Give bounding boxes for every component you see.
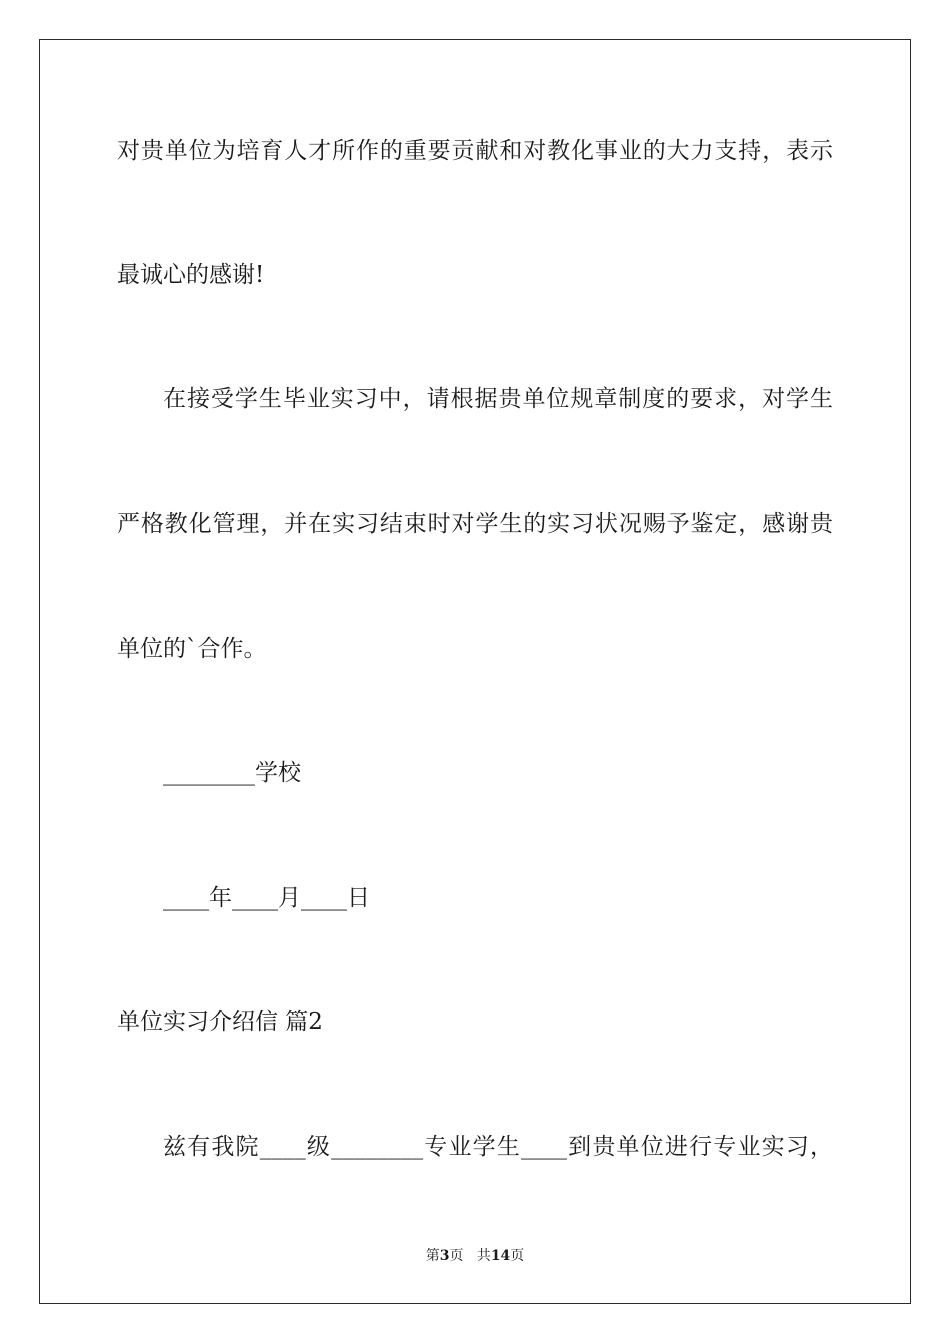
paragraph-line-4: 严格教化管理，并在实习结束时对学生的实习状况赐予鉴定，感谢贵 [117,511,833,537]
footer-page-suffix: 页 [449,1248,464,1264]
footer-page-prefix: 第 [425,1248,440,1264]
page-footer [0,1246,950,1266]
paragraph-line-5: 单位的`合作。 [117,636,267,662]
footer-page-current: 3 [439,1248,450,1264]
paragraph-line-2: 最诚心的感谢! [117,262,265,288]
footer-total-suffix: 页 [510,1248,525,1264]
section-heading: 单位实习介绍信 篇2 [117,1009,323,1035]
paragraph-line-3: 在接受学生毕业实习中，请根据贵单位规章制度的要求，对学生 [163,386,833,412]
date-line: ____年____月____日 [163,885,370,911]
page-border [39,39,911,1304]
footer-total-prefix: 共 [476,1248,491,1264]
school-signature-line: ________学校 [163,760,301,786]
paragraph-line-1: 对贵单位为培育人才所作的重要贡献和对教化事业的大力支持，表示 [117,138,833,164]
footer-page-total: 14 [490,1248,511,1264]
paragraph-line-6: 兹有我院____级________专业学生____到贵单位进行专业实习， [163,1134,833,1160]
